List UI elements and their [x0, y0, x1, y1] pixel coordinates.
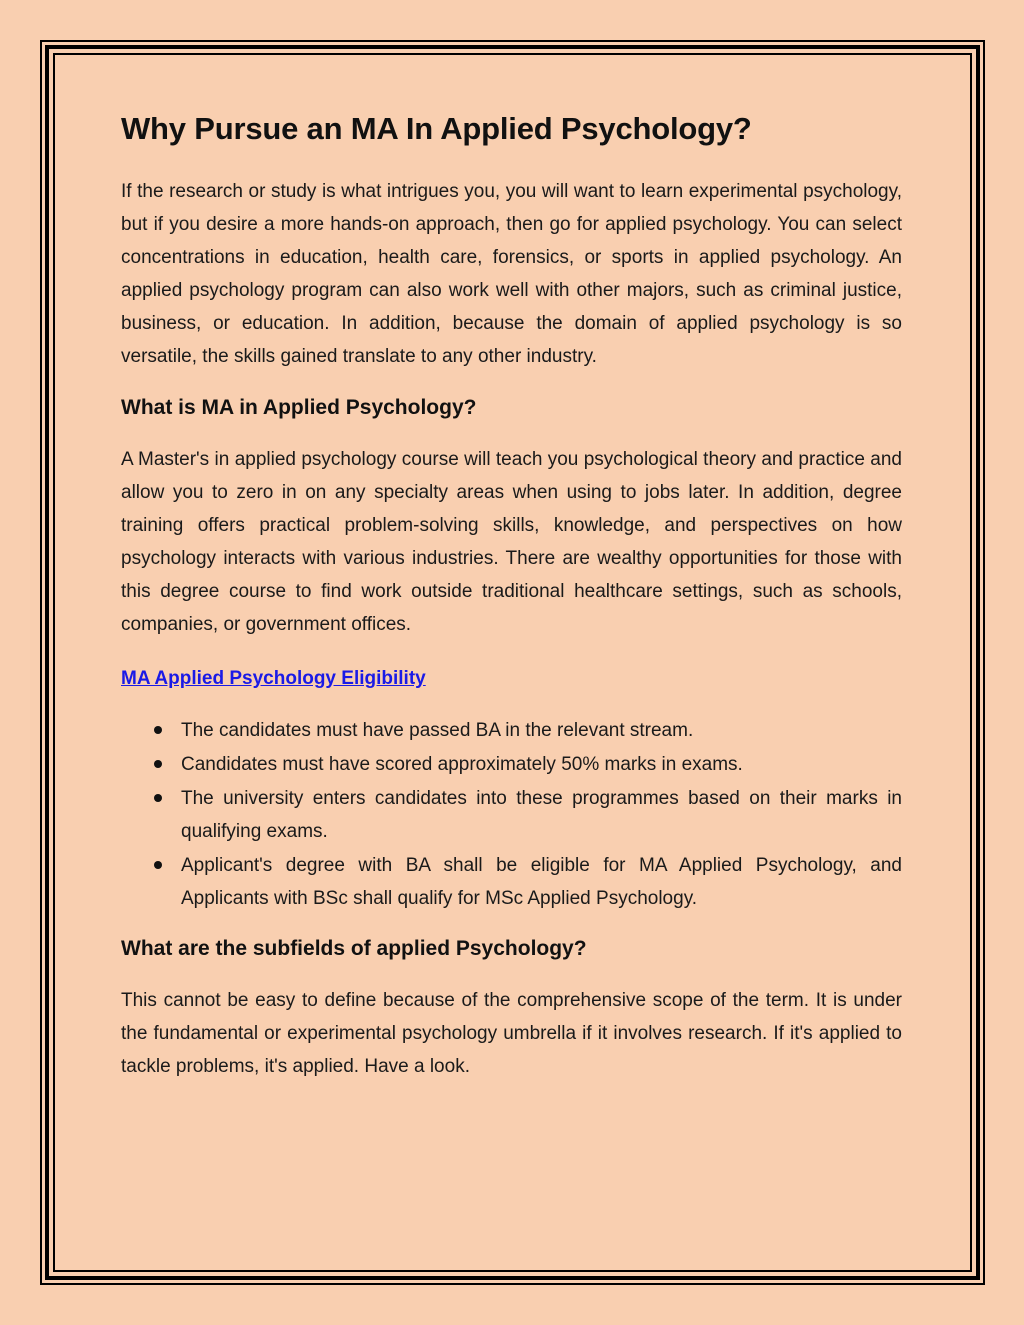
- intro-paragraph: If the research or study is what intrigues you, you will want to learn experimental psychology, but if you desire a more hands-on approach, then go for applied psychology. You can select concentrations in education, health care, forensics, or sports in applied psychology. An applied psychology program can also work well with other majors, such as criminal justice, business, or education. In addition, because the domain of applied psychology is so versatile, the skills gained translate to any other industry.: [121, 180, 902, 367]
- bullet-icon: [154, 760, 162, 768]
- page-title: Why Pursue an MA In Applied Psychology?: [121, 111, 752, 146]
- section-paragraph-what-is-ma: A Master's in applied psychology course will teach you psychological theory and practice and allow you to zero in on any specialty areas when using to jobs later. In addition, degree training offers practical problem-solving skills, knowledge, and perspectives on how psychology interacts with various industries. There are wealthy opportunities for those with this degree course to find work outside traditional healthcare settings, such as schools, companies, or government offices.: [121, 449, 902, 636]
- bullet-icon: [154, 726, 162, 734]
- eligibility-link[interactable]: MA Applied Psychology Eligibility: [121, 668, 426, 690]
- list-item: Applicant's degree with BA shall be eligible for MA Applied Psychology, and Applicants with BSc shall qualify for MSc Applied Psychology.: [121, 849, 902, 915]
- list-item: Candidates must have scored approximately 50% marks in exams.: [121, 748, 902, 781]
- section-heading-subfields: What are the subfields of applied Psychology?: [121, 937, 587, 961]
- list-item: The university enters candidates into these programmes based on their marks in qualifying exams.: [121, 782, 902, 848]
- bullet-icon: [154, 861, 162, 869]
- bullet-icon: [154, 794, 162, 802]
- list-item: The candidates must have passed BA in the relevant stream.: [121, 714, 902, 747]
- eligibility-list: [121, 714, 902, 915]
- section-paragraph-subfields: This cannot be easy to define because of the comprehensive scope of the term. It is under the fundamental or experimental psychology umbrella if it involves research. If it's applied to tackle problems, it's applied. Have a look.: [121, 990, 902, 1078]
- section-heading-what-is-ma: What is MA in Applied Psychology?: [121, 395, 477, 419]
- article-content: [121, 110, 902, 1104]
